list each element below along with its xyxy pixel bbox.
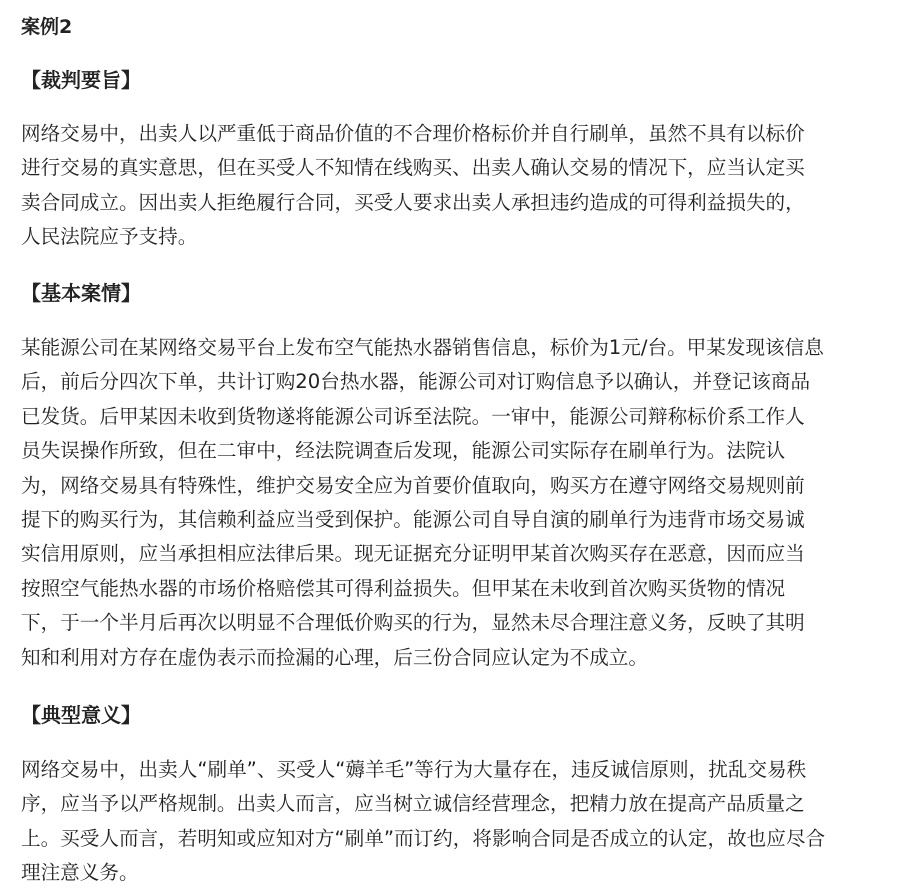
text-line: 按照空气能热水器的市场价格赔偿其可得利益损失。但甲某在未收到首次购买货物的情况 (21, 576, 786, 600)
text-line: 某能源公司在某网络交易平台上发布空气能热水器销售信息，标价为1元/台。甲某发现该信息 (21, 336, 824, 359)
text-line: 后，前后分四次下单，共计订购20台热水器，能源公司对订购信息予以确认，并登记该商品 (21, 370, 811, 394)
paragraph-basic-facts (21, 331, 824, 675)
text-line: 卖合同成立。因出卖人拒绝履行合同，买受人要求出卖人承担违约造成的可得利益损失的， (21, 190, 805, 214)
section-heading-significance: 【典型意义】 (21, 703, 141, 727)
text-line: 知和利用对方存在虚伪表示而捡漏的心理，后三份合同应认定为不成立。 (21, 645, 648, 669)
text-line: 理注意义务。 (21, 861, 139, 885)
text-line: 实信用原则，应当承担相应法律后果。现无证据充分证明甲某首次购买存在恶意，因而应当 (21, 542, 805, 566)
text-line: 员失误操作所致，但在二审中，经法院调查后发现，能源公司实际存在刷单行为。法院认 (21, 439, 786, 463)
text-line: 人民法院应予支持。 (21, 225, 198, 249)
text-line: 已发货。后甲某因未收到货物遂将能源公司诉至法院。一审中，能源公司辩称标价系工作人 (21, 404, 805, 428)
text-line: 网络交易中，出卖人“刷单”、买受人“薅羊毛”等行为大量存在，违反诚信原则，扰乱交易秩 (21, 758, 807, 781)
section-heading-basic-facts: 【基本案情】 (21, 281, 141, 305)
paragraph-significance (21, 753, 825, 891)
text-line: 上。买受人而言，若明知或应知对方“刷单”而订约，将影响合同是否成立的认定，故也应尽合 (21, 826, 826, 850)
case-title: 案例2 (21, 16, 73, 38)
text-line: 序，应当予以严格规制。出卖人而言，应当树立诚信经营理念，把精力放在提高产品质量之 (21, 792, 805, 816)
section-heading-ruling-gist: 【裁判要旨】 (21, 68, 141, 92)
text-line: 进行交易的真实意思，但在买受人不知情在线购买、出卖人确认交易的情况下，应当认定买 (21, 156, 805, 180)
text-line: 提下的购买行为，其信赖利益应当受到保护。能源公司自导自演的刷单行为违背市场交易诚 (21, 507, 805, 531)
text-line: 下，于一个半月后再次以明显不合理低价购买的行为，显然未尽合理注意义务，反映了其明 (21, 611, 805, 635)
paragraph-ruling-gist (21, 117, 805, 255)
text-line: 为，网络交易具有特殊性，维护交易安全应为首要价值取向，购买方在遵守网络交易规则前 (21, 473, 805, 497)
text-line: 网络交易中，出卖人以严重低于商品价值的不合理价格标价并自行刷单，虽然不具有以标价 (21, 122, 805, 145)
